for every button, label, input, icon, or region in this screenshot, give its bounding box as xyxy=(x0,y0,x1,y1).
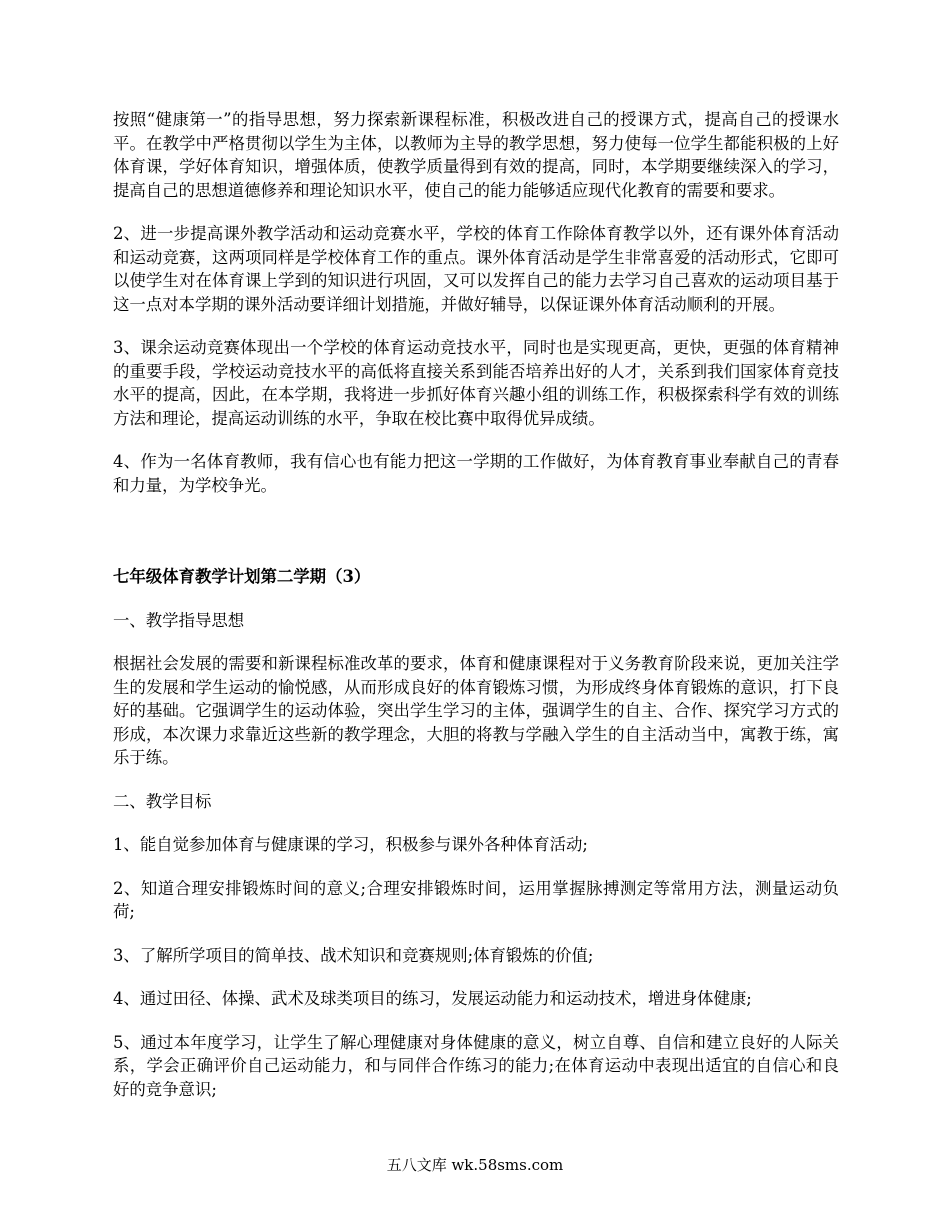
section-spacer xyxy=(113,517,839,565)
goal-item-3: 3、了解所学项目的简单技、战术知识和竞赛规则;体育锻炼的价值; xyxy=(113,945,594,965)
goal-item-4: 4、通过田径、体操、武术及球类项目的练习，发展运动能力和运动技术，增进身体健康; xyxy=(113,989,752,1008)
paragraph-guiding-thought: 按照“健康第一”的指导思想，努力探索新课程标准，积极改进自己的授课方式，提高自己的授课水平。在教学中严格贯彻以学生为主体，以教师为主导的教学思想，努力使每一位学生都能积极的上好体育课，学好体育知识，增强体质，使教学质量得到有效的提高，同时，本学期要继续深入的学习，提高自己的思想道德修养和理论知识水平，使自己的能力能够适应现代化教育的需要和要求。 xyxy=(113,110,839,200)
document-body xyxy=(113,108,839,1121)
subheading-teaching-goals: 二、教学目标 xyxy=(113,791,212,811)
paragraph-item-3: 3、课余运动竞赛体现出一个学校的体育运动竞技水平，同时也是实现更高，更快，更强的体育精神的重要手段，学校运动竞技水平的高低将直接关系到能否培养出好的人才，关系到我们国家体育竞技水平的提高，因此，在本学期，我将进一步抓好体育兴趣小组的训练工作，积极探索科学有效的训练方法和理论，提高运动训练的水平，争取在校比赛中取得优异成绩。 xyxy=(113,338,839,428)
goal-item-1: 1、能自觉参加体育与健康课的学习，积极参与课外各种体育活动; xyxy=(113,835,588,854)
paragraph-guiding-thought-body: 根据社会发展的需要和新课程标准改革的要求，体育和健康课程对于义务教育阶段来说，更加关注学生的发展和学生运动的愉悦感，从而形成良好的体育锻炼习惯，为形成终身体育锻炼的意识，打下良好的基础。它强调学生的运动体验，突出学生学习的主体，强调学生的自主、合作、探究学习方式的形成，本次课力求靠近这些新的教学理念，大胆的将教与学融入学生的自主活动当中，寓教于练，寓乐于练。 xyxy=(113,654,839,767)
section-title: 七年级体育教学计划第二学期（3） xyxy=(113,567,371,586)
subheading-guiding-thought: 一、教学指导思想 xyxy=(113,610,245,630)
goal-item-5: 5、通过本年度学习，让学生了解心理健康对身体健康的意义，树立自尊、自信和建立良好的人际关系，学会正确评价自己运动能力，和与同伴合作练习的能力;在体育运动中表现出适宜的自信心和良好的竞争意识; xyxy=(113,1032,839,1099)
goal-item-2: 2、知道合理安排锻炼时间的意义;合理安排锻炼时间，运用掌握脉搏测定等常用方法，测量运动负荷; xyxy=(113,878,839,921)
paragraph-item-4: 4、作为一名体育教师，我有信心也有能力把这一学期的工作做好，为体育教育事业奉献自己的青春和力量，为学校争光。 xyxy=(113,452,839,495)
paragraph-item-2: 2、进一步提高课外教学活动和运动竞赛水平，学校的体育工作除体育教学以外，还有课外体育活动和运动竞赛，这两项同样是学校体育工作的重点。课外体育活动是学生非常喜爱的活动形式，它即可以使学生对在体育课上学到的知识进行巩固，又可以发挥自己的能力去学习自己喜欢的运动项目基于这一点对本学期的课外活动要详细计划措施，并做好辅导，以保证课外体育活动顺利的开展。 xyxy=(113,224,839,314)
page-footer: 五八文库 wk.58sms.com xyxy=(386,1156,564,1174)
